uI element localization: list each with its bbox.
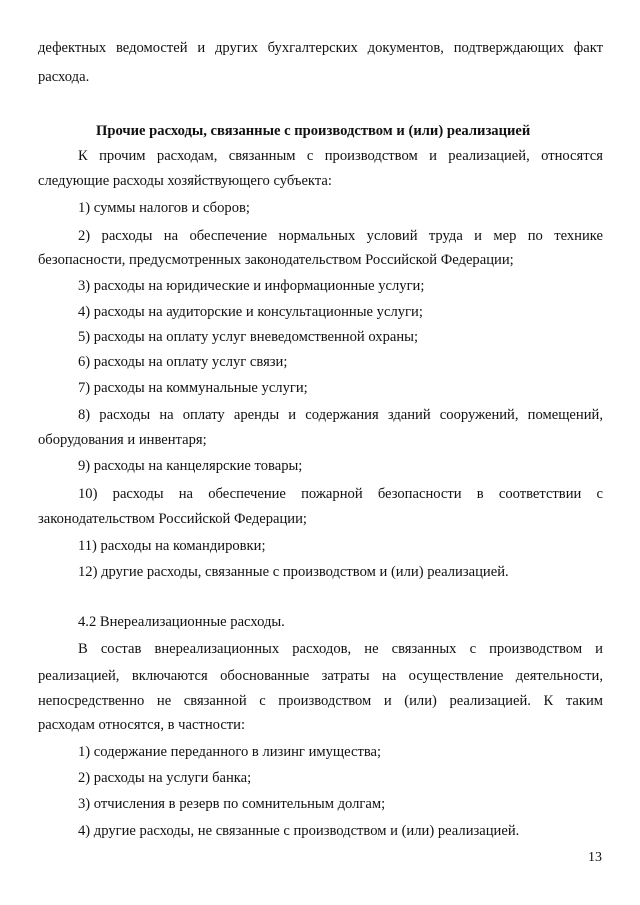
section-title: 4.2 Внереализационные расходы. [78, 614, 285, 630]
page-number: 13 [588, 850, 602, 865]
list-item: 1) суммы налогов и сборов; [78, 200, 250, 216]
list-item: 2) расходы на обеспечение нормальных условий труда и мер по технике [78, 228, 603, 244]
list-item: 3) расходы на юридические и информационные услуги; [78, 278, 425, 294]
list-item: 10) расходы на обеспечение пожарной безопасности в соответствии с [78, 486, 603, 502]
section2-intro-line-1: В состав внереализационных расходов, не связанных с производством и [78, 641, 603, 657]
list-item: 7) расходы на коммунальные услуги; [78, 380, 308, 396]
section-heading: Прочие расходы, связанные с производством и (или) реализацией [96, 123, 531, 139]
list-item: 3) отчисления в резерв по сомнительным долгам; [78, 796, 386, 812]
list-item: 9) расходы на канцелярские товары; [78, 458, 303, 474]
section2-intro-line-4: расходам относятся, в частности: [38, 717, 246, 733]
list-item: 2) расходы на услуги банка; [78, 770, 252, 786]
list-item-continuation: безопасности, предусмотренных законодательством Российской Федерации; [38, 252, 514, 268]
list-item: 5) расходы на оплату услуг вневедомственной охраны; [78, 329, 419, 345]
section1-intro-line-2: следующие расходы хозяйствующего субъекта: [38, 173, 332, 189]
intro-line-2: расхода. [38, 69, 90, 85]
list-item: 12) другие расходы, связанные с производством и (или) реализацией. [78, 564, 509, 580]
list-item: 11) расходы на командировки; [78, 538, 266, 554]
list-item: 1) содержание переданного в лизинг имущества; [78, 744, 382, 760]
list-item: 4) расходы на аудиторские и консультационные услуги; [78, 304, 423, 320]
section1-intro-line-1: К прочим расходам, связанным с производством и реализацией, относятся [78, 148, 603, 164]
list-item-continuation: оборудования и инвентаря; [38, 432, 207, 448]
section2-intro-line-3: непосредственно не связанной с производством и (или) реализацией. К таким [38, 693, 603, 709]
intro-line-1: дефектных ведомостей и других бухгалтерских документов, подтверждающих факт [38, 40, 603, 56]
list-item: 8) расходы на оплату аренды и содержания зданий сооружений, помещений, [78, 407, 603, 423]
list-item-continuation: законодательством Российской Федерации; [38, 511, 307, 527]
list-item: 6) расходы на оплату услуг связи; [78, 354, 288, 370]
section2-intro-line-2: реализацией, включаются обоснованные затраты на осуществление деятельности, [38, 668, 603, 684]
list-item: 4) другие расходы, не связанные с производством и (или) реализацией. [78, 823, 520, 839]
